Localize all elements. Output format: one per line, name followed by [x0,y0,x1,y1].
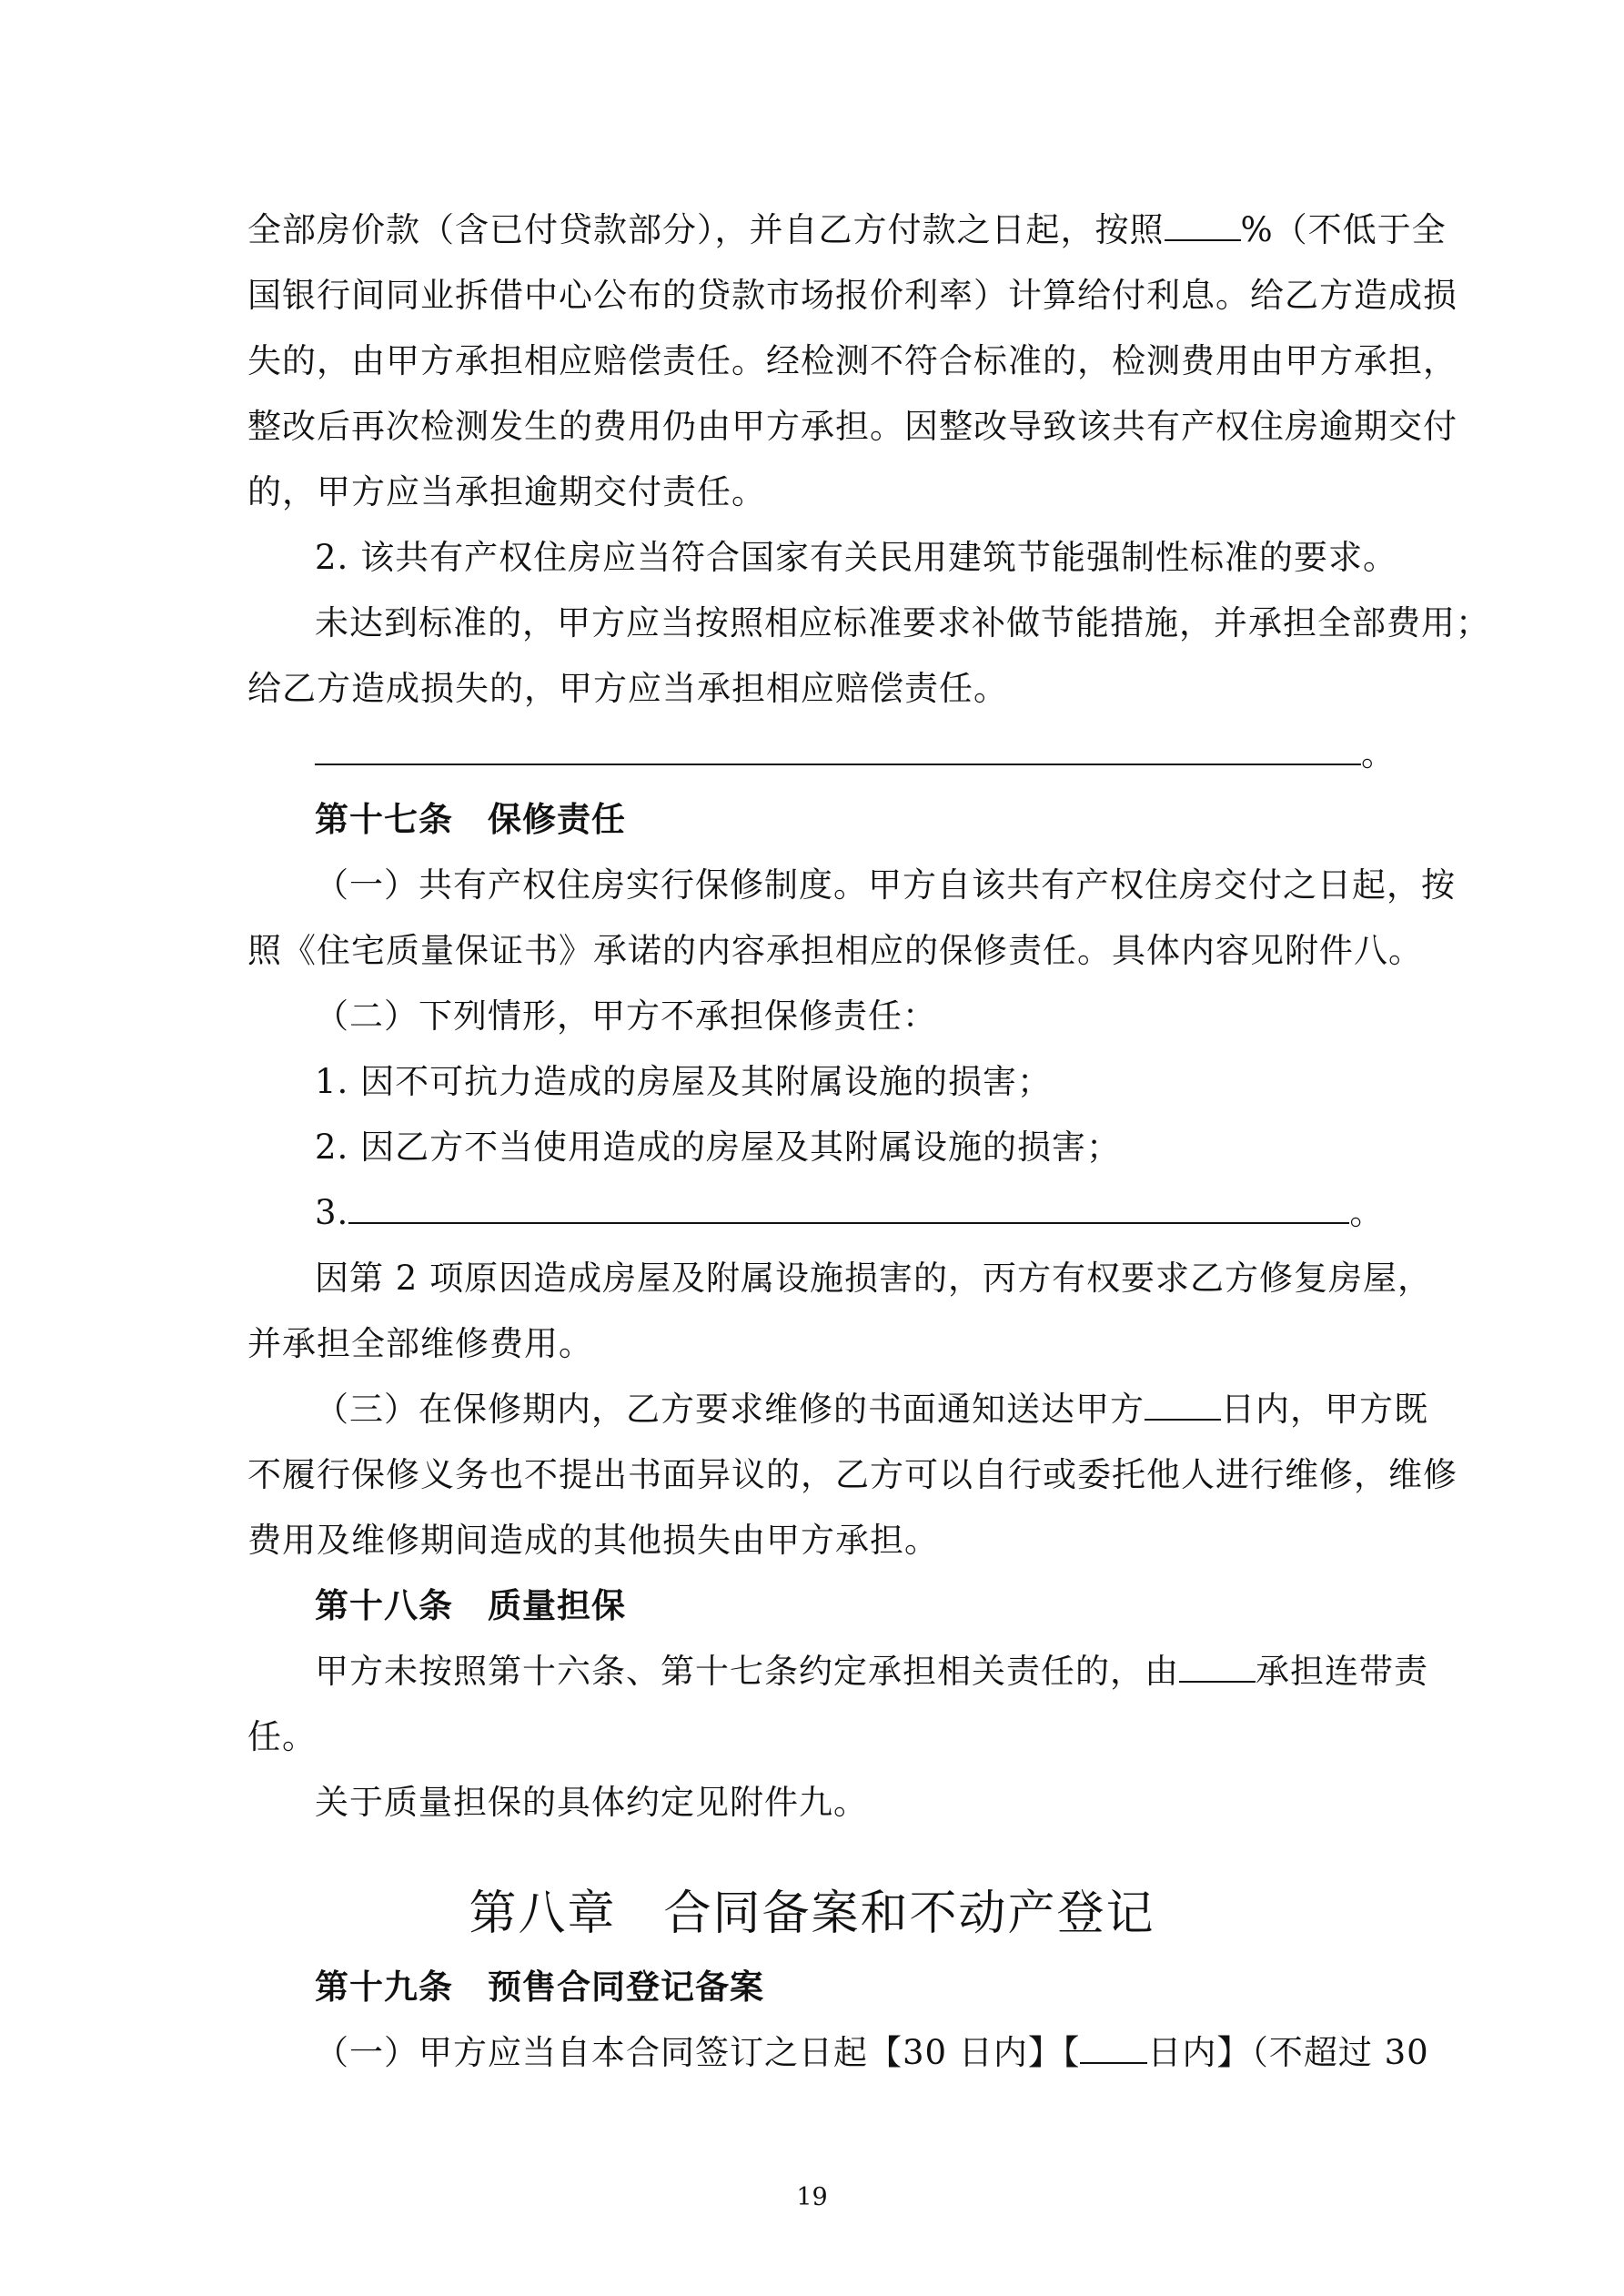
paragraph-line: 2. 该共有产权住房应当符合国家有关民用建筑节能强制性标准的要求。 [315,538,1398,577]
paragraph-line: 失的，由甲方承担相应赔偿责任。经检测不符合标准的，检测费用由甲方承担， [247,341,1458,380]
paragraph-line: 给乙方造成损失的，甲方应当承担相应赔偿责任。 [247,669,1008,708]
paragraph-line: （三）在保修期内，乙方要求维修的书面通知送达甲方 日内，甲方既 [315,1390,1428,1429]
fill-blank[interactable] [315,733,1361,765]
article-19-title: 第十九条 预售合同登记备案 [315,1967,764,2007]
fill-blank[interactable] [1165,208,1241,241]
paragraph-line: 因第 2 项原因造成房屋及附属设施损害的，丙方有权要求乙方修复房屋， [315,1259,1433,1298]
paragraph-line: 。 [315,731,1385,778]
paragraph-line: 国银行间同业拆借中心公布的贷款市场报价利率）计算给付利息。给乙方造成损 [247,276,1458,315]
fill-blank[interactable] [1080,2031,1147,2064]
paragraph-line: 整改后再次检测发生的费用仍由甲方承担。因整改导致该共有产权住房逾期交付 [247,407,1458,446]
paragraph-line: 关于质量担保的具体约定见附件九。 [315,1783,868,1822]
paragraph-line: 2. 因乙方不当使用造成的房屋及其附属设施的损害； [315,1128,1122,1167]
paragraph-line: 照《住宅质量保证书》承诺的内容承担相应的保修责任。具体内容见附件八。 [247,931,1423,970]
paragraph-line: （二）下列情形，甲方不承担保修责任： [315,996,937,1036]
fill-blank[interactable] [1179,1650,1256,1683]
article-18-title: 第十八条 质量担保 [315,1586,626,1625]
paragraph-line: 不履行保修义务也不提出书面异议的，乙方可以自行或委托他人进行维修，维修 [247,1455,1458,1494]
chapter-heading: 第八章 合同备案和不动产登记 [469,1886,1155,1941]
paragraph-line: 1. 因不可抗力造成的房屋及其附属设施的损害； [315,1062,1053,1101]
paragraph-line: 的，甲方应当承担逾期交付责任。 [247,472,766,511]
paragraph-line: 3. 。 [315,1193,1385,1232]
paragraph-line: （一）共有产权住房实行保修制度。甲方自该共有产权住房交付之日起，按 [315,865,1456,905]
article-17-title: 第十七条 保修责任 [315,800,626,839]
fill-blank[interactable] [1145,1388,1221,1421]
paragraph-line: 未达到标准的，甲方应当按照相应标准要求补做节能措施，并承担全部费用； [315,603,1490,642]
paragraph-line: 并承担全部维修费用。 [247,1324,593,1363]
paragraph-line: 费用及维修期间造成的其他损失由甲方承担。 [247,1521,939,1560]
paragraph-line: 任。 [247,1717,317,1756]
paragraph-line: （一）甲方应当自本合同签订之日起【30 日内】【 日内】（不超过 30 [315,2033,1429,2072]
paragraph-line: 全部房价款（含已付贷款部分），并自乙方付款之日起，按照 %（不低于全 [247,210,1447,249]
page-number: 19 [796,2183,828,2211]
fill-blank[interactable] [348,1191,1349,1224]
paragraph-line: 甲方未按照第十六条、第十七条约定承担相关责任的，由 承担连带责 [315,1652,1428,1691]
